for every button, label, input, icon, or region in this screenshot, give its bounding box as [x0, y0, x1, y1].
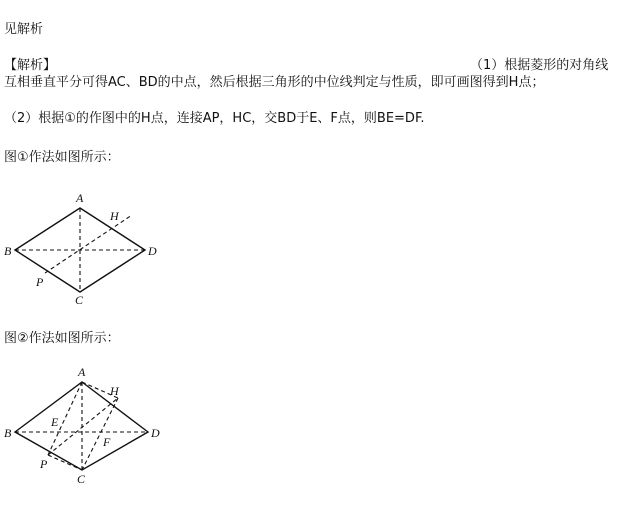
- figure2-label-e: E: [51, 415, 59, 429]
- figure1-label-a: A: [76, 191, 84, 205]
- analysis-heading: 【解析】: [4, 58, 57, 73]
- figure2-label-a: A: [78, 365, 86, 379]
- figure2-label-h: H: [110, 384, 119, 398]
- figure2-rhombus-diagram: [0, 360, 180, 495]
- figure1-label-d: D: [148, 244, 157, 258]
- answer-text: 见解析: [4, 22, 44, 37]
- figure2-label-p: P: [40, 457, 48, 471]
- figure2-caption: 图②作法如图所示：: [4, 331, 120, 346]
- figure1-line-ph: [45, 215, 132, 273]
- figure2-label-d: D: [151, 426, 160, 440]
- analysis-part1-head: （1）根据菱形的对角线: [470, 58, 609, 73]
- figure2-line-pc: [48, 455, 82, 470]
- analysis-part1-continuation: 互相垂直平分可得AC、BD的中点，然后根据三角形的中位线判定与性质，即可画图得到H点；: [4, 75, 545, 90]
- figure1-label-c: C: [75, 293, 84, 307]
- figure1-rhombus-diagram: [0, 180, 180, 310]
- figure1-label-b: B: [4, 244, 12, 258]
- analysis-part2: （2）根据①的作图中的H点，连接AP，HC，交BD于E、F点，则BE=DF.: [4, 111, 425, 126]
- figure1-label-p: P: [36, 275, 44, 289]
- figure2-label-f: F: [103, 435, 111, 449]
- figure1-caption: 图①作法如图所示：: [4, 150, 120, 165]
- figure2-label-c: C: [77, 472, 86, 486]
- figure2-label-b: B: [4, 426, 12, 440]
- figure1-label-h: H: [110, 209, 119, 223]
